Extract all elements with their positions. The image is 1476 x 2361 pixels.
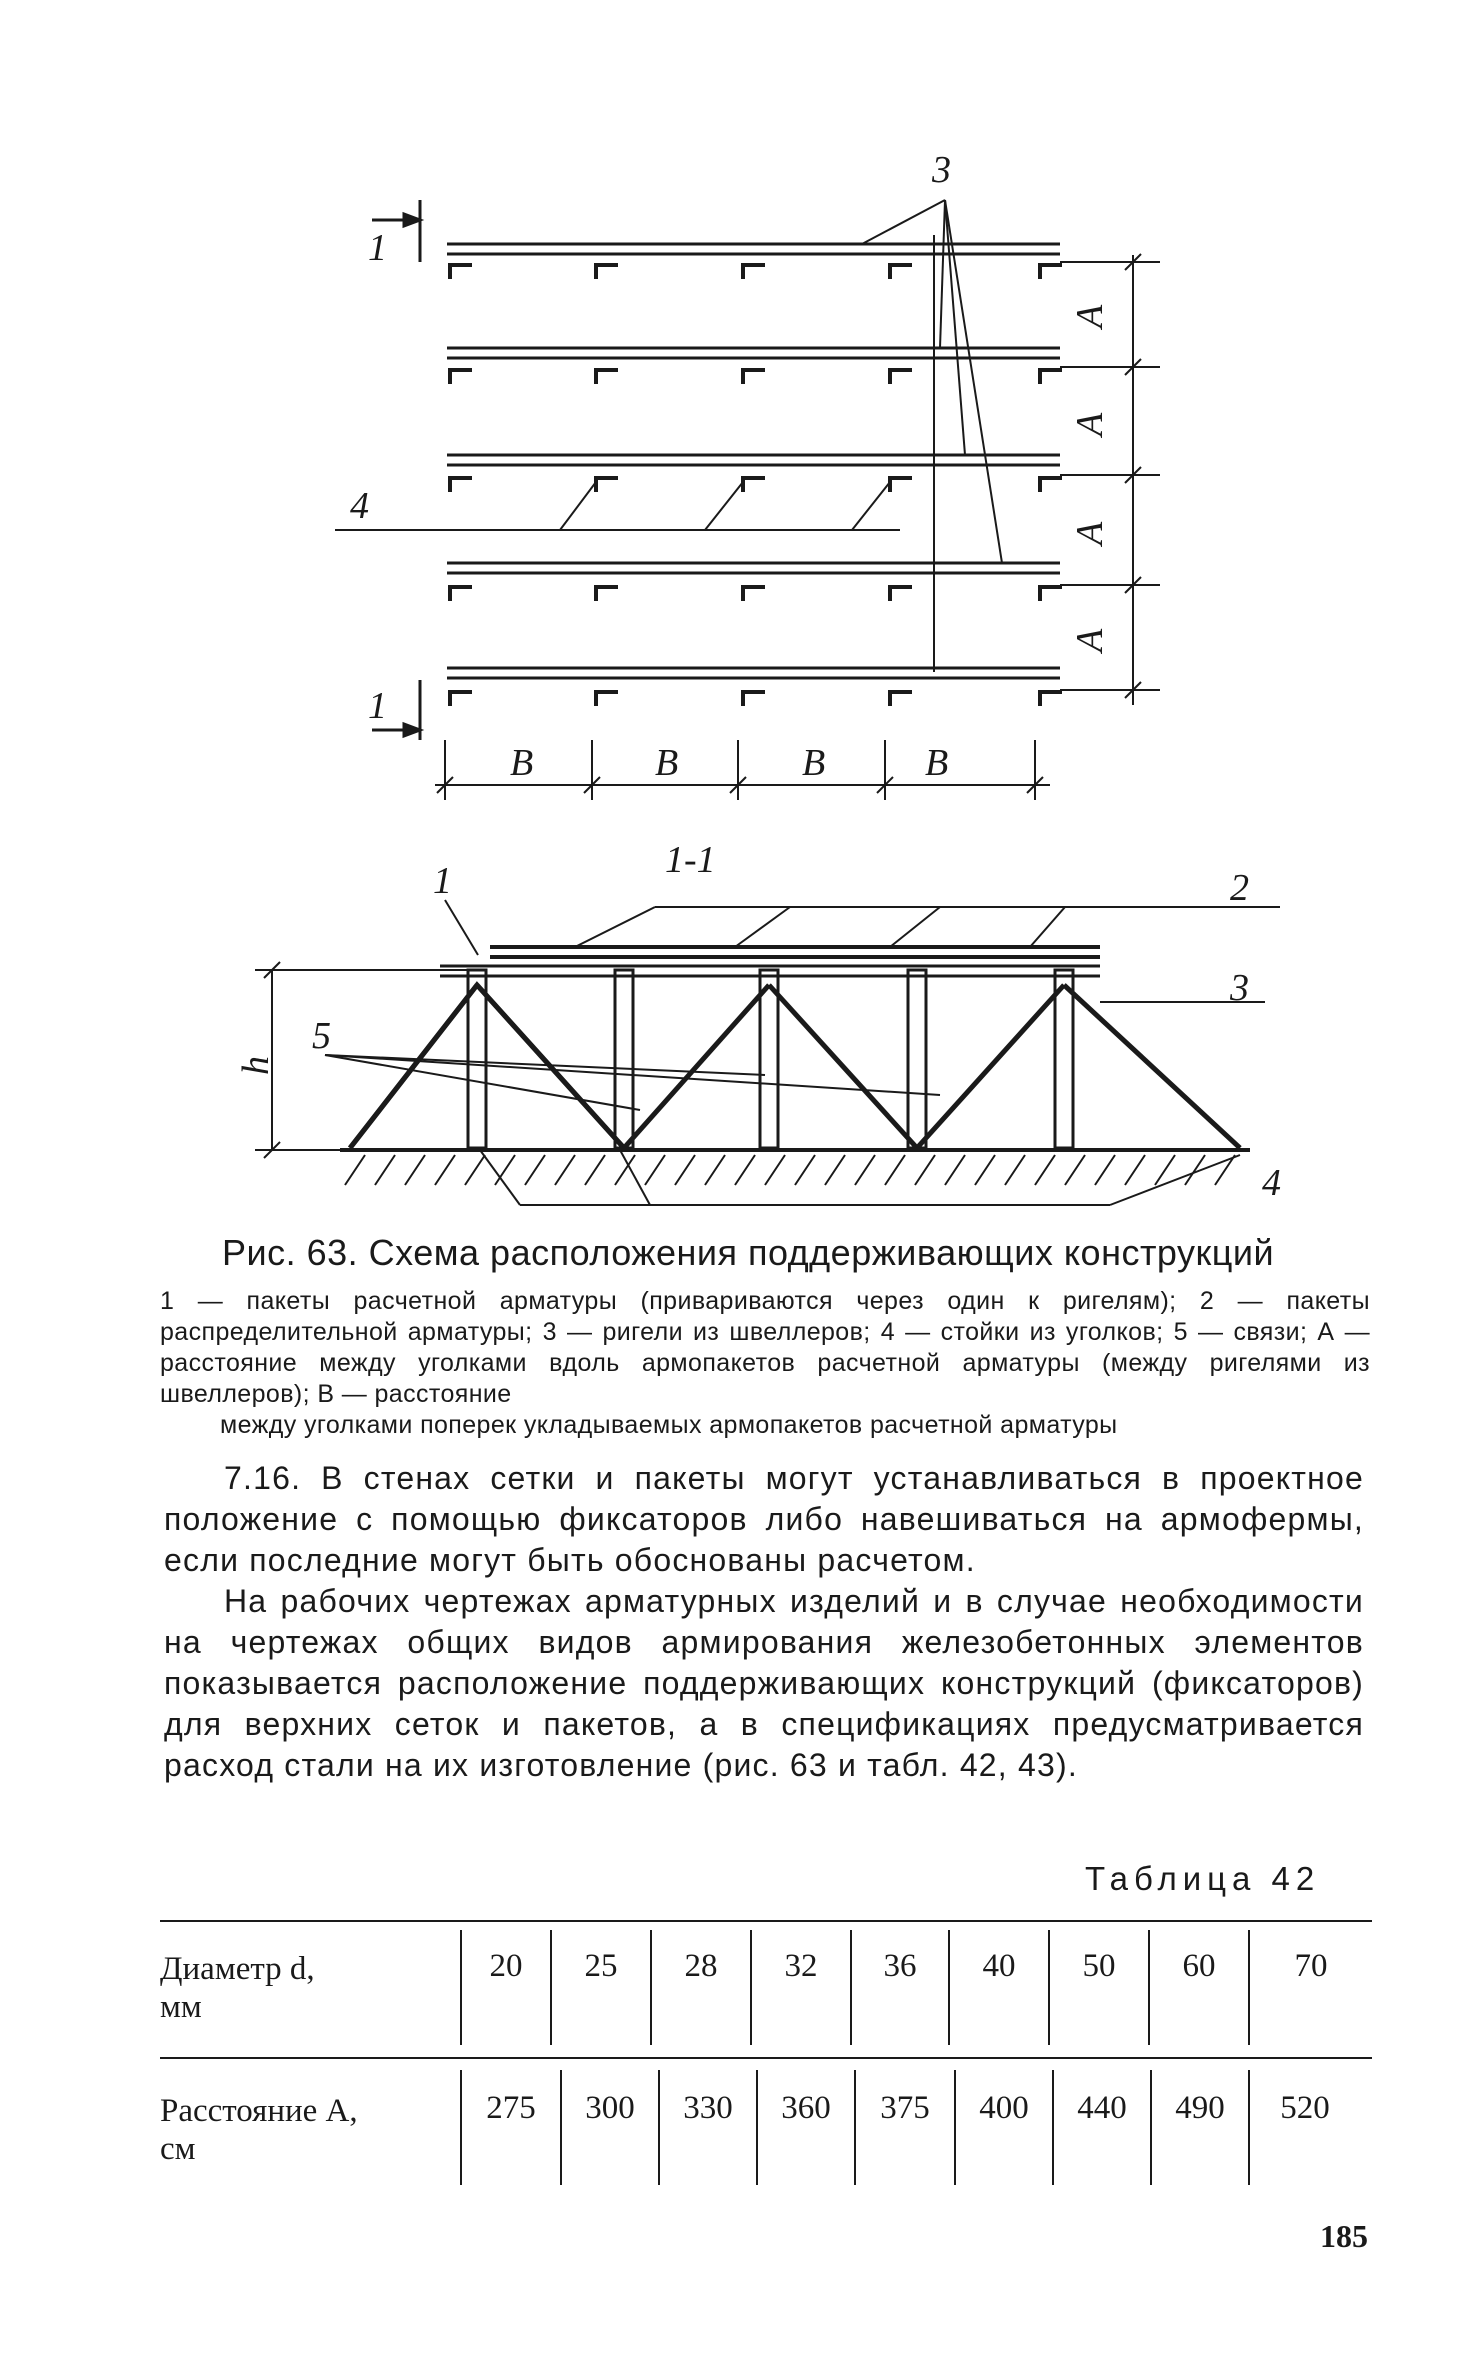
dim-b-label: B bbox=[925, 742, 949, 784]
table-title: Таблица 42 bbox=[1085, 1860, 1321, 1897]
distance-cell: 360 bbox=[781, 2090, 831, 2126]
diameter-cell: 20 bbox=[489, 1948, 523, 1984]
plan-rebar-packages bbox=[447, 244, 1060, 678]
section-ref-3: 3 bbox=[1230, 967, 1249, 1009]
legend-last-line: между уголками поперек укладываемых армопакетов расчетной арматуры bbox=[220, 1411, 1118, 1439]
dim-b-label: B bbox=[802, 742, 826, 784]
dim-h-label: h bbox=[235, 1056, 277, 1075]
dim-b-label: B bbox=[655, 742, 679, 784]
leader-2 bbox=[575, 907, 1280, 947]
table-top-rule bbox=[160, 1920, 1372, 1922]
dimension-b-labels bbox=[510, 742, 948, 784]
ref-4-label: 4 bbox=[350, 485, 369, 527]
row-distance-label bbox=[160, 2092, 358, 2168]
distance-cell: 440 bbox=[1077, 2090, 1127, 2126]
row-diameter-unit: мм bbox=[160, 1989, 202, 2025]
vline bbox=[560, 2070, 562, 2185]
row-distance-title: Расстояние А, bbox=[160, 2093, 358, 2129]
distance-cell: 490 bbox=[1175, 2090, 1225, 2126]
leader-1-section bbox=[445, 900, 478, 955]
body-text bbox=[164, 1458, 1364, 1786]
plan-angle-posts bbox=[450, 265, 1062, 706]
vline bbox=[1052, 2070, 1054, 2185]
dim-a-label: A bbox=[1069, 304, 1111, 328]
table-42 bbox=[160, 1920, 1372, 2190]
vline bbox=[756, 2070, 758, 2185]
section-ref-2: 2 bbox=[1230, 867, 1249, 909]
diameter-cell: 36 bbox=[883, 1948, 917, 1984]
figure-caption-title: Рис. 63. Схема расположения поддерживающих конструкций bbox=[222, 1232, 1275, 1273]
diameter-cell: 60 bbox=[1182, 1948, 1216, 1984]
leader-4 bbox=[335, 482, 900, 530]
dimension-a-labels bbox=[1069, 304, 1111, 655]
vline bbox=[854, 2070, 856, 2185]
distance-cell: 520 bbox=[1280, 2090, 1330, 2126]
section-cut-marks bbox=[372, 200, 420, 740]
row-diameter-label bbox=[160, 1950, 315, 2026]
ref-3-label: 3 bbox=[932, 149, 951, 191]
vline bbox=[1150, 2070, 1152, 2185]
section-title: 1-1 bbox=[665, 839, 716, 881]
diameter-cell: 25 bbox=[584, 1948, 618, 1984]
dim-b-label: B bbox=[510, 742, 534, 784]
diameter-cell: 28 bbox=[684, 1948, 718, 1984]
distance-cell: 330 bbox=[683, 2090, 733, 2126]
distance-cell: 275 bbox=[486, 2090, 536, 2126]
section-ref-1: 1 bbox=[433, 860, 452, 902]
section-mark-label-top: 1 bbox=[368, 227, 387, 269]
ground-hatch bbox=[345, 1155, 1235, 1185]
figure-legend bbox=[160, 1286, 1370, 1441]
paragraph-7-16: 7.16. В стенах сетки и пакеты могут устанавливаться в проектное положение с помощью фиксаторов либо навешиваться на армофермы, если последние могут быть обоснованы расчетом. bbox=[164, 1460, 1364, 1578]
dim-a-label: A bbox=[1069, 521, 1111, 545]
distance-cell: 300 bbox=[585, 2090, 635, 2126]
section-posts bbox=[468, 970, 1073, 1148]
row-diameter-title: Диаметр d, bbox=[160, 1951, 315, 1987]
section-distribution-rebar bbox=[490, 947, 1100, 957]
diameter-cell: 70 bbox=[1294, 1948, 1328, 1984]
section-ref-4: 4 bbox=[1262, 1162, 1281, 1204]
section-mark-label-bottom: 1 bbox=[368, 685, 387, 727]
distance-cell: 400 bbox=[979, 2090, 1029, 2126]
vline bbox=[658, 2070, 660, 2185]
legend-main-text: 1 — пакеты расчетной арматуры (привариваются через один к ригелям); 2 — пакеты распределительной арматуры; 3 — ригели из швеллеров; 4 — стойки из уголков; 5 — связи; А — расстояние между уголками вдоль армопакетов расчетной арматуры (между ригелями из швеллеров); В — расстояние bbox=[160, 1287, 1370, 1408]
table-mid-rule bbox=[160, 2057, 1372, 2059]
dim-a-label: A bbox=[1069, 412, 1111, 436]
vline bbox=[460, 2070, 462, 2185]
section-ref-5: 5 bbox=[312, 1015, 331, 1057]
row-distance-unit: см bbox=[160, 2131, 196, 2167]
dim-a-label: A bbox=[1069, 628, 1111, 652]
diameter-cell: 50 bbox=[1082, 1948, 1116, 1984]
distance-cell: 375 bbox=[880, 2090, 930, 2126]
vline bbox=[1248, 2070, 1250, 2185]
page-number: 185 bbox=[1320, 2218, 1368, 2254]
diameter-cell: 40 bbox=[982, 1948, 1016, 1984]
diameter-cell: 32 bbox=[784, 1948, 818, 1984]
section-braces bbox=[350, 985, 1240, 1148]
paragraph-drawings: На рабочих чертежах арматурных изделий и в случае необходимости на чертежах общих видов армирования железобетонных элементов показывается расположение поддерживающих конструкций (фиксаторов) для верхних сеток и пакетов, а в спецификациях предусматривается расход стали на их изготовление (рис. 63 и табл. 42, 43). bbox=[164, 1583, 1364, 1783]
vline bbox=[954, 2070, 956, 2185]
